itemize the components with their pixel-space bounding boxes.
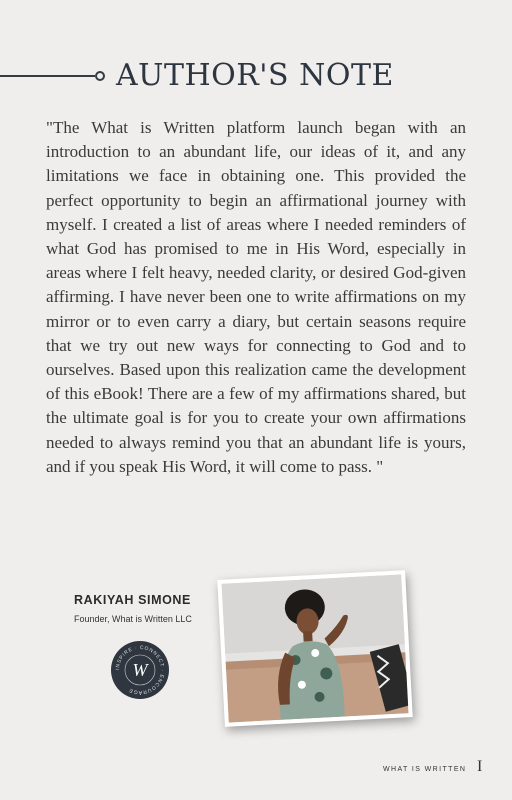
seal-letter: W [132,660,148,680]
header-line-dot [95,71,105,81]
author-name: RAKIYAH SIMONE [74,593,191,607]
seal-ring-text: INSPIRE · CONNECT · ENCOURAGE [114,644,166,696]
author-photo [217,570,412,727]
footer-label: WHAT IS WRITTEN [383,766,467,773]
author-role: Founder, What is Written LLC [74,614,192,624]
header-line [0,75,95,77]
page-title: AUTHOR'S NOTE [116,58,394,93]
page-number: I [477,758,483,775]
brand-seal-logo [111,641,169,699]
author-quote: "The What is Written platform launch began with an introduction to an abundant life, our ideas of it, and any limitations we face in obtaining one. This provided the perfect opportunity to begin an affirmational journey with myself. I created a list of areas where I needed reminders of what God has promised to me in His Word, especially in areas where I felt heavy, needed clarity, or desired God-given affirming. I have never been one to write affirmations on my mirror or to even carry a diary, but certain seasons require that we try out new ways for connecting to God and to ourselves. Based upon this realization came the development of this eBook! There are a few of my affirmations shared, but the ultimate goal is for you to create your own affirmations needed to always remind you that an abundant life is yours, and if you speak His Word, it will come to pass. " [46,118,466,476]
